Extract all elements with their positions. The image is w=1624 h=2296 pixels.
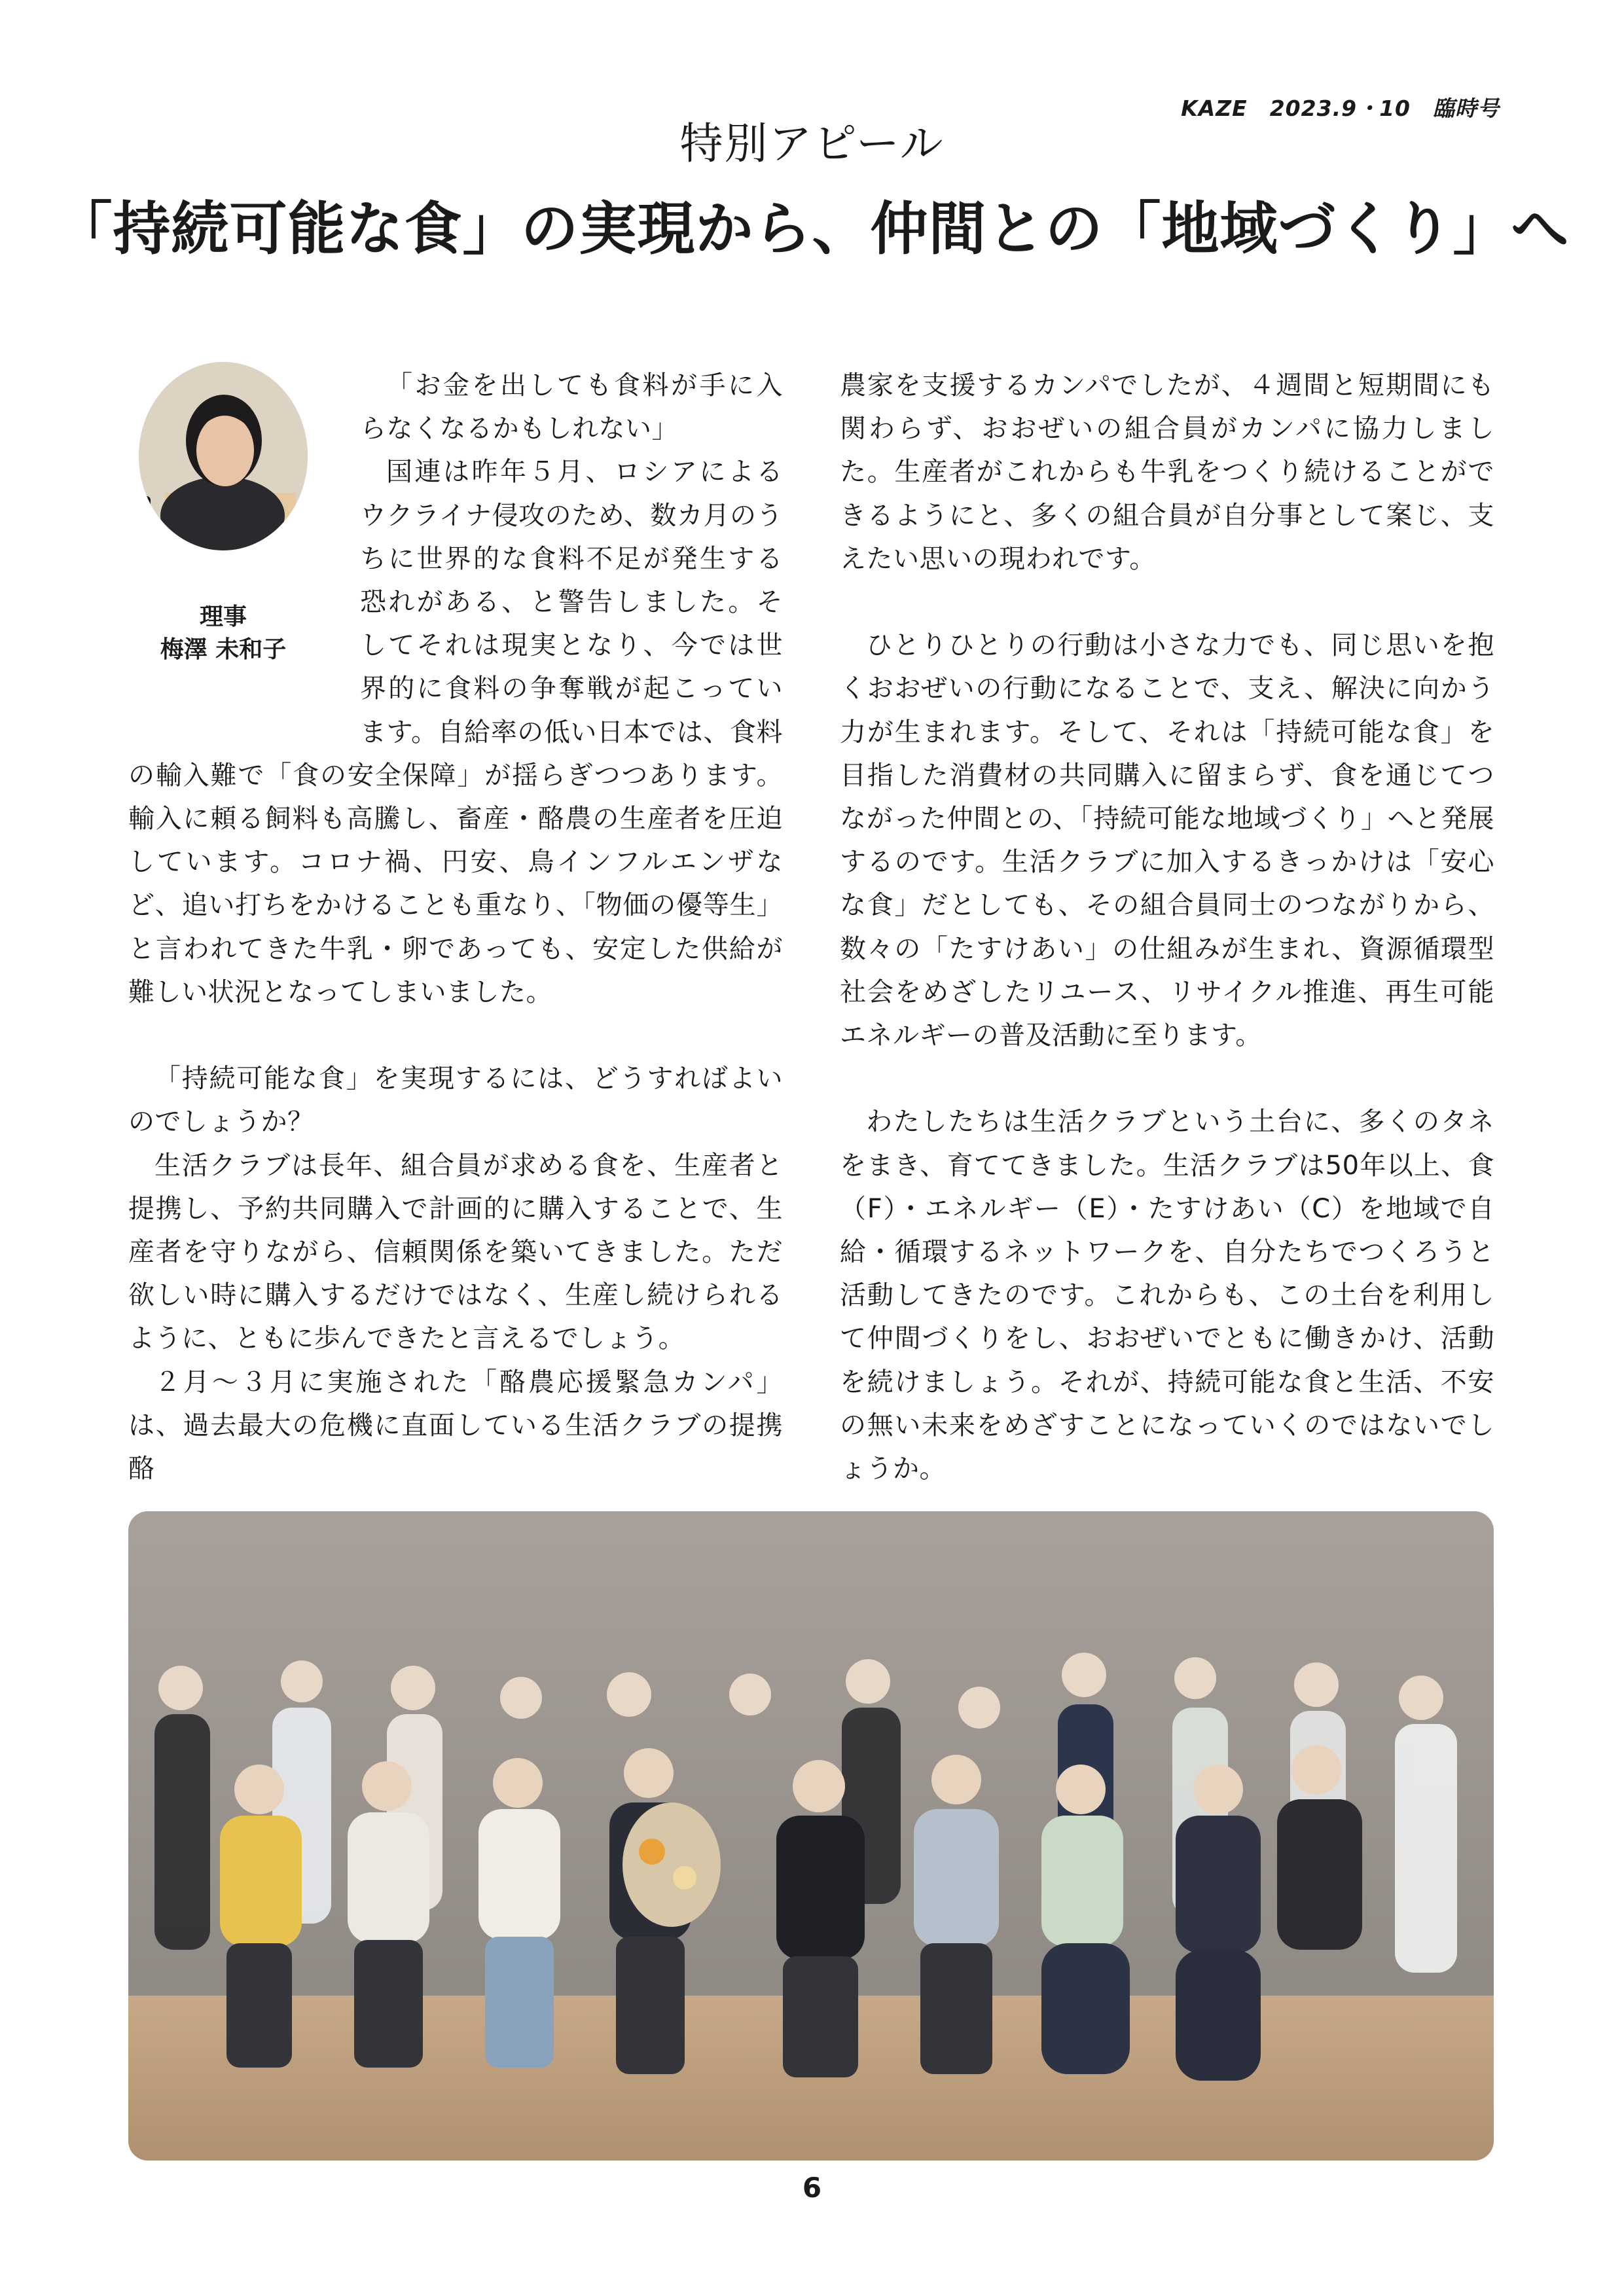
paragraph: 生活クラブは長年、組合員が求める食を、生産者と提携し、予約共同購入で計画的に購入することで、生産者を守りながら、信頼関係を築いてきました。ただ欲しい時に購入するだけではなく、生産し続けられるように、ともに歩んできたと言えるでしょう。 bbox=[128, 1150, 783, 1354]
section-kicker: 特別アピール bbox=[679, 118, 945, 169]
paragraph: 国連は昨年５月、ロシアによるウクライナ侵攻のため、数カ月のうちに世界的な食料不足が発生する恐れがある、と警告しました。そしてそれは現実となり、今では世界的に食料の争奪戦が起こっています。自給率の低い日本では、食料の輸入難で「食の安全保障」が揺らぎつつあります。輸入に頼る飼料も高騰し、畜産・酪農の生産者を圧迫しています。コロナ禍、円安、鳥インフルエンザなど、追い打ちをかけることも重なり、「物価の優等生」と言われてきた牛乳・卵であっても、安定した供給が難しい状況となってしまいました。 bbox=[128, 457, 783, 1007]
author-name: 梅澤 未和子 bbox=[160, 636, 287, 663]
paragraph: ひとりひとりの行動は小さな力でも、同じ思いを抱くおおぜいの行動になることで、支え、解決に向かう力が生まれます。そして、それは「持続可能な食」を目指した消費材の共同購入に留まらず、食を通じてつながった仲間との、「持続可能な地域づくり」へと発展するのです。生活クラブに加入するきっかけは「安心な食」だとしても、その組合員同士のつながりから、数々の「たすけあい」の仕組みが生まれ、資源循環型社会をめざしたリユース、リサイクル推進、再生可能エネルギーの普及活動に至ります。 bbox=[840, 630, 1494, 1051]
page-number: 6 bbox=[802, 2172, 822, 2204]
paragraph: ２月〜３月に実施された「酪農応援緊急カンパ」は、過去最大の危機に直面している生活クラブの提携酪 bbox=[128, 1367, 783, 1484]
author-role: 理事 bbox=[199, 603, 247, 630]
issue-header: KAZE 2023.9・10 臨時号 bbox=[1181, 96, 1500, 121]
paragraph: 「持続可能な食」を実現するには、どうすればよいのでしょうか？ bbox=[128, 1064, 783, 1138]
paragraph: 農家を支援するカンパでしたが、４週間と短期間にも関わらず、おおぜいの組合員がカンパに協力しました。生産者がこれからも牛乳をつくり続けることができるようにと、多くの組合員が自分事として案じ、支えたい思いの現われです。 bbox=[840, 370, 1494, 574]
group-photo bbox=[128, 1511, 1494, 2161]
article-column-left bbox=[128, 364, 783, 1490]
page-title: 「持続可能な食」の実現から、仲間との「地域づくり」へ bbox=[54, 195, 1570, 262]
paragraph: わたしたちは生活クラブという土台に、多くのタネをまき、育ててきました。生活クラブは50年以上、食（F）・エネルギー（E）・たすけあい（C）を地域で自給・循環するネットワークを、自分たちでつくろうと活動してきたのです。これからも、この土台を利用して仲間づくりをし、おおぜいでともに働きかけ、活動を続けましょう。それが、持続可能な食と生活、不安の無い未来をめざすことになっていくのではないでしょうか。 bbox=[840, 1107, 1494, 1484]
paragraph: 「お金を出しても食料が手に入らなくなるかもしれない」 bbox=[360, 370, 783, 444]
article-column-right bbox=[840, 364, 1494, 1490]
